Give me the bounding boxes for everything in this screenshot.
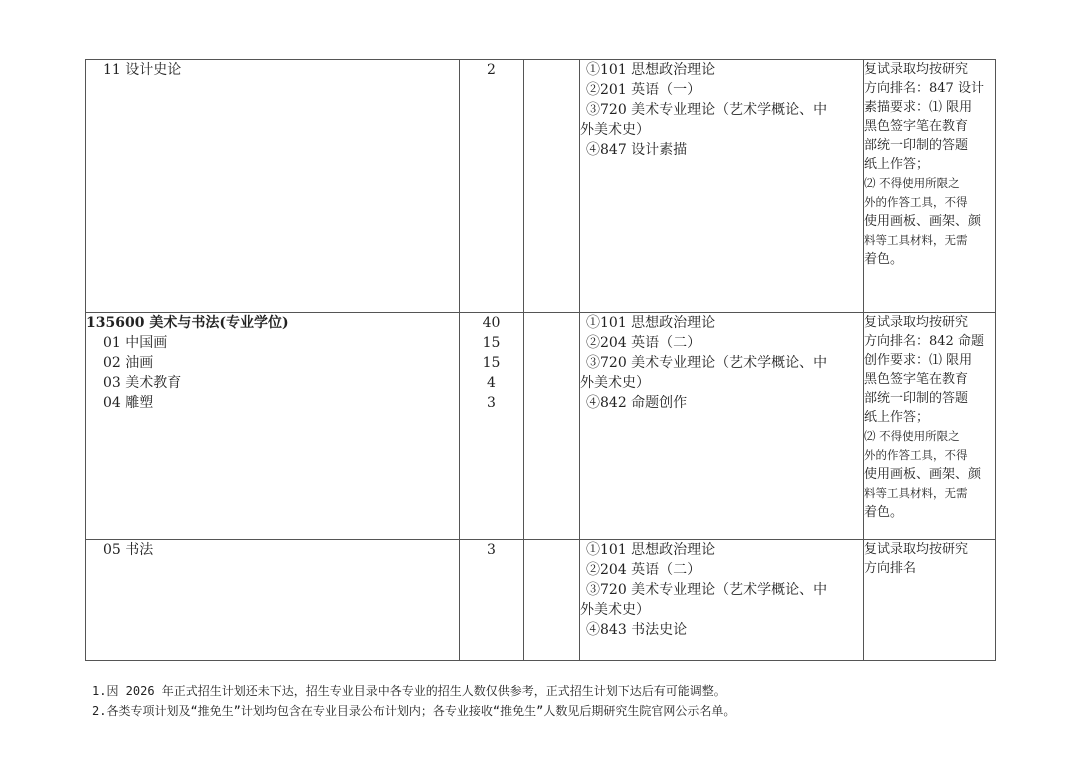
remarks-cell <box>864 313 996 540</box>
exam-subjects-cell <box>580 60 864 313</box>
direction-name: 01 中国画 <box>103 335 168 351</box>
remark-line: 着色。 <box>864 252 904 267</box>
remark-line: 外的作答工具，不得 <box>864 448 968 462</box>
enrollment-count: 15 <box>482 355 501 371</box>
remark-line: 方向排名：842 命题 <box>864 334 984 349</box>
major-cell <box>86 60 460 313</box>
remark-line: 黑色签字笔在教育 <box>864 119 969 134</box>
enrollment-count: 3 <box>487 395 496 411</box>
remark-line: 纸上作答； <box>864 410 930 425</box>
remark-line: 素描要求：⑴ 限用 <box>864 100 973 115</box>
footnote: 2.各类专项计划及“推免生”计划均包含在专业目录公布计划内；各专业接收“推免生”人数见后期研究生院官网公示名单。 <box>92 704 736 718</box>
enrollment-count-cell <box>460 540 524 661</box>
major-title: 135600 美术与书法(专业学位) <box>86 315 289 331</box>
remark-line: 部统一印制的答题 <box>864 391 969 406</box>
catalog-table <box>85 59 996 661</box>
remark-line: 着色。 <box>864 505 904 520</box>
direction-name: 11 设计史论 <box>103 62 182 78</box>
direction-name: 05 书法 <box>103 542 154 558</box>
empty-cell <box>524 60 580 313</box>
remark-line: 料等工具材料，无需 <box>864 233 968 247</box>
exam-subject: ③720 美术专业理论（艺术学概论、中 <box>586 102 828 118</box>
remarks-cell <box>864 540 996 661</box>
exam-subjects-cell <box>580 540 864 661</box>
table-row <box>86 313 996 540</box>
remark-line: 方向排名 <box>864 561 917 576</box>
empty-cell <box>524 313 580 540</box>
exam-subject: ③720 美术专业理论（艺术学概论、中 <box>586 582 828 598</box>
enrollment-count: 2 <box>487 62 496 78</box>
direction-name: 02 油画 <box>103 355 154 371</box>
remark-line: 复试录取均按研究 <box>864 62 969 77</box>
exam-subject: ③720 美术专业理论（艺术学概论、中 <box>586 355 828 371</box>
exam-subject-continued: 外美术史） <box>580 375 650 391</box>
remark-line: 黑色签字笔在教育 <box>864 372 969 387</box>
remark-line: 方向排名：847 设计 <box>864 81 984 96</box>
exam-subject-continued: 外美术史） <box>580 122 650 138</box>
remark-line: ⑵ 不得使用所限之 <box>864 176 960 190</box>
direction-name: 04 雕塑 <box>103 395 154 411</box>
table-row <box>86 540 996 661</box>
direction-name: 03 美术教育 <box>103 375 182 391</box>
exam-subject: ④847 设计素描 <box>586 142 688 158</box>
enrollment-count: 40 <box>482 315 501 331</box>
remark-line: 创作要求：⑴ 限用 <box>864 353 973 368</box>
exam-subject: ①101 思想政治理论 <box>586 62 716 78</box>
remarks-cell <box>864 60 996 313</box>
remark-line: 使用画板、画架、颜 <box>864 214 982 229</box>
empty-cell <box>524 540 580 661</box>
remark-line: 料等工具材料，无需 <box>864 486 968 500</box>
exam-subjects-cell <box>580 313 864 540</box>
enrollment-count-cell <box>460 60 524 313</box>
enrollment-count-cell <box>460 313 524 540</box>
major-cell <box>86 540 460 661</box>
remark-line: 复试录取均按研究 <box>864 542 969 557</box>
footnotes <box>92 681 992 721</box>
exam-subject: ②201 英语（一） <box>586 82 702 98</box>
exam-subject: ④842 命题创作 <box>586 395 688 411</box>
major-cell <box>86 313 460 540</box>
exam-subject: ②204 英语（二） <box>586 562 702 578</box>
remark-line: 复试录取均按研究 <box>864 315 969 330</box>
enrollment-count: 15 <box>482 335 501 351</box>
remark-line: 外的作答工具，不得 <box>864 195 968 209</box>
exam-subject-continued: 外美术史） <box>580 602 650 618</box>
table-row <box>86 60 996 313</box>
exam-subject: ①101 思想政治理论 <box>586 315 716 331</box>
footnote: 1.因 2026 年正式招生计划还未下达，招生专业目录中各专业的招生人数仅供参考，正式招生计划下达后有可能调整。 <box>92 684 726 698</box>
enrollment-count: 4 <box>487 375 496 391</box>
remark-line: 纸上作答； <box>864 157 930 172</box>
remark-line: 部统一印制的答题 <box>864 138 969 153</box>
remark-line: ⑵ 不得使用所限之 <box>864 429 960 443</box>
enrollment-count: 3 <box>487 542 496 558</box>
exam-subject: ④843 书法史论 <box>586 622 688 638</box>
exam-subject: ①101 思想政治理论 <box>586 542 716 558</box>
exam-subject: ②204 英语（二） <box>586 335 702 351</box>
remark-line: 使用画板、画架、颜 <box>864 467 982 482</box>
